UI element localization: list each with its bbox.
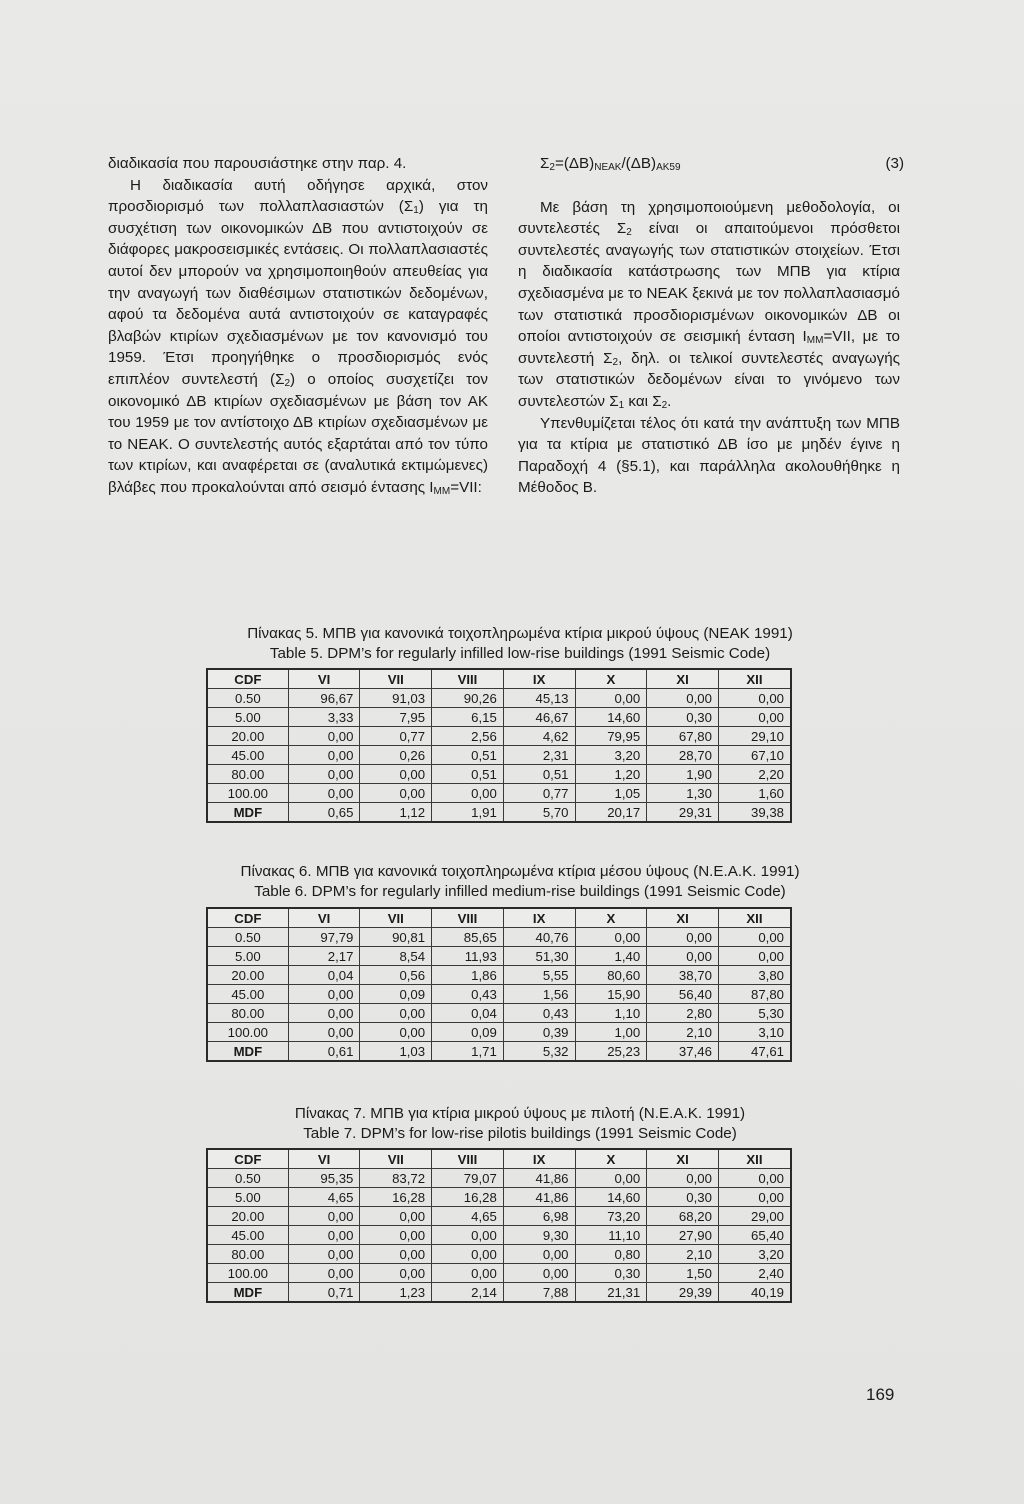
table-cell: 7,88	[503, 1283, 575, 1303]
table-cell: 0,61	[288, 1042, 360, 1062]
left-paragraph-2	[108, 175, 488, 499]
eq-sub-2: ΝΕΑΚ	[594, 162, 622, 173]
table-header-row	[207, 1149, 791, 1169]
eq-text-a: Σ	[540, 155, 550, 172]
table-cell: 87,80	[718, 985, 791, 1004]
row-label-cell: 100.00	[207, 784, 288, 803]
table-cell: 2,56	[432, 727, 504, 746]
table-cell: 27,90	[647, 1226, 719, 1245]
right-p1-sub-5: 2	[661, 399, 668, 411]
row-label-cell: 20.00	[207, 1207, 288, 1226]
table-row	[207, 966, 791, 985]
table-cell: 95,35	[288, 1169, 360, 1188]
table-cell: 1,03	[360, 1042, 432, 1062]
table-row	[207, 1207, 791, 1226]
table-cell: 79,07	[432, 1169, 504, 1188]
row-label-cell: 100.00	[207, 1023, 288, 1042]
table-cell: 0,00	[647, 689, 719, 708]
table-cell: 3,20	[718, 1245, 791, 1264]
table-cell: 5,32	[503, 1042, 575, 1062]
right-paragraph-2: Υπενθυμίζεται τέλος ότι κατά την ανάπτυξη των ΜΠΒ για τα κτίρια με στατιστικό ΔΒ ίσο με μηδέν έγινε η Παραδοχή 4 (§5.1), και παράλληλα ακολουθήθηκε η Μέθοδος Β.	[518, 414, 900, 497]
table-cell: 25,23	[575, 1042, 647, 1062]
table-cell: 7,95	[360, 708, 432, 727]
table-6-caption-english: Table 6. DPM’s for regularly infilled medium-rise buildings (1991 Seismic Code)	[254, 883, 786, 900]
table-cell: 0,00	[360, 1245, 432, 1264]
column-header: CDF	[207, 908, 288, 928]
table-cell: 79,95	[575, 727, 647, 746]
table-cell: 0,00	[647, 947, 719, 966]
column-header: VII	[360, 908, 432, 928]
row-label-cell: 0.50	[207, 689, 288, 708]
table-row	[207, 708, 791, 727]
right-p1-sub-1: 2	[626, 227, 632, 239]
table-cell: 0,00	[288, 985, 360, 1004]
table-row	[207, 1042, 791, 1062]
table-cell: 1,12	[360, 803, 432, 823]
table-cell: 0,00	[288, 765, 360, 784]
table-cell: 85,65	[432, 928, 504, 947]
table-cell: 0,51	[432, 746, 504, 765]
table-cell: 56,40	[647, 985, 719, 1004]
left-column	[108, 153, 488, 499]
table-cell: 1,60	[718, 784, 791, 803]
table-header-row	[207, 669, 791, 689]
column-header: XI	[647, 1149, 719, 1169]
equation-number: (3)	[885, 155, 904, 172]
table-cell: 1,90	[647, 765, 719, 784]
table-row	[207, 947, 791, 966]
table-cell: 2,10	[647, 1245, 719, 1264]
table-cell: 0,71	[288, 1283, 360, 1303]
table-cell: 1,91	[432, 803, 504, 823]
table-cell: 14,60	[575, 1188, 647, 1207]
table-7	[206, 1148, 792, 1303]
column-header: VIII	[432, 908, 504, 928]
row-label-cell: 45.00	[207, 746, 288, 765]
table-cell: 11,93	[432, 947, 504, 966]
table-cell: 3,33	[288, 708, 360, 727]
table-cell: 0,00	[503, 1264, 575, 1283]
row-label-cell: 20.00	[207, 727, 288, 746]
table-cell: 1,05	[575, 784, 647, 803]
table-cell: 5,55	[503, 966, 575, 985]
table-6	[206, 907, 792, 1062]
table-cell: 0,00	[718, 1188, 791, 1207]
table-cell: 0,00	[432, 1264, 504, 1283]
table-cell: 21,31	[575, 1283, 647, 1303]
table-cell: 11,10	[575, 1226, 647, 1245]
table-row	[207, 985, 791, 1004]
table-row	[207, 784, 791, 803]
table-cell: 3,80	[718, 966, 791, 985]
row-label-cell: 45.00	[207, 985, 288, 1004]
table-cell: 0,00	[575, 1169, 647, 1188]
table-cell: 51,30	[503, 947, 575, 966]
table-cell: 0,04	[288, 966, 360, 985]
left-p2-text-b: ) για τη συσχέτιση των οικονομικών ΔΒ που αντιστοιχούν σε διάφορες μακροσεισμικές εντάσεις. Οι πολλαπλασιαστές αυτοί δεν μπορούν να χρησιμοποιηθούν απευθείας για την αναγωγή των διαθέσιμων στατιστικών δεδομένων, αφού τα δεδομένα αυτά αντιστοιχούν σε καταγραφές βλαβών κτιρίων σχεδιασμένων με τον κανονισμό του 1959. Έτσι προηγήθηκε ο προσδιορισμός ενός επιπλέον συντελεστή (Σ	[108, 198, 488, 388]
table-cell: 0,43	[432, 985, 504, 1004]
table-cell: 1,71	[432, 1042, 504, 1062]
column-header: X	[575, 1149, 647, 1169]
row-label-cell: 100.00	[207, 1264, 288, 1283]
table-cell: 0,00	[432, 1226, 504, 1245]
table-cell: 0,00	[647, 928, 719, 947]
left-p2-text-c: ) ο οποίος συσχετίζει τον οικονομικό ΔΒ κτιρίων σχεδιασμένων με βάση τον ΑΚ του 1959 με τον αντίστοιχο ΔΒ κτιρίων σχεδιασμένων με το ΝΕΑΚ. Ο συντελεστής αυτός εξαρτάται από τον τύπο των κτιρίων, και αναφέρεται σε (αναλυτικά εκτιμώμενες) βλάβες που προκαλούνται από σεισμό έντασης I	[108, 370, 488, 496]
table-cell: 40,19	[718, 1283, 791, 1303]
table-row	[207, 1226, 791, 1245]
table-5-caption-english: Table 5. DPM’s for regularly infilled low-rise buildings (1991 Seismic Code)	[269, 645, 771, 662]
table-cell: 0,00	[718, 1169, 791, 1188]
eq-text-b: =(ΔΒ)	[554, 155, 595, 172]
row-label-cell: MDF	[207, 1283, 288, 1303]
right-p1-text-b: είναι οι απαιτούμενοι πρόσθετοι συντελεστές αναγωγής των στατιστικών στοιχείων. Έτσι η διαδικασία κατάστρωσης των ΜΠΒ για κτίρια σχεδιασμένα με το ΝΕΑΚ ξεκινά με τον πολλαπλασιασμό των στατιστικά προσδιορισμένων οικονομικών ΔΒ οι οποίοι αντιστοιχούν σε σεισμική ένταση I	[518, 220, 900, 346]
table-cell: 0,00	[718, 708, 791, 727]
table-header-row	[207, 908, 791, 928]
column-header: XII	[718, 1149, 791, 1169]
column-header: IX	[503, 908, 575, 928]
column-header: XI	[647, 669, 719, 689]
table-cell: 0,00	[718, 928, 791, 947]
equation-3	[540, 153, 904, 175]
left-p2-sub-3: MM	[433, 485, 451, 497]
table-cell: 15,90	[575, 985, 647, 1004]
table-cell: 91,03	[360, 689, 432, 708]
table-cell: 0,00	[288, 727, 360, 746]
table-cell: 6,98	[503, 1207, 575, 1226]
table-cell: 0,00	[718, 689, 791, 708]
eq-sub-3: ΑΚ59	[656, 162, 681, 173]
table-cell: 29,00	[718, 1207, 791, 1226]
table-cell: 2,31	[503, 746, 575, 765]
column-header: IX	[503, 1149, 575, 1169]
table-cell: 67,80	[647, 727, 719, 746]
right-p1-text-d: , δηλ. οι τελικοί συντελεστές αναγωγής των στατιστικών δεδομένων είναι το γινόμενο των συντελεστών Σ	[518, 349, 900, 410]
column-header: VI	[288, 908, 360, 928]
table-cell: 4,62	[503, 727, 575, 746]
row-label-cell: 5.00	[207, 708, 288, 727]
left-p2-text-d: =VII:	[450, 478, 482, 496]
table-cell: 1,50	[647, 1264, 719, 1283]
table-row	[207, 689, 791, 708]
column-header: CDF	[207, 669, 288, 689]
table-cell: 0,04	[432, 1004, 504, 1023]
table-cell: 1,56	[503, 985, 575, 1004]
row-label-cell: 80.00	[207, 765, 288, 784]
table-cell: 0,00	[288, 1264, 360, 1283]
table-cell: 3,20	[575, 746, 647, 765]
table-row	[207, 1264, 791, 1283]
table-cell: 5,30	[718, 1004, 791, 1023]
table-cell: 0,00	[360, 1207, 432, 1226]
left-p2-sub-2: 2	[284, 377, 291, 389]
table-cell: 41,86	[503, 1169, 575, 1188]
table-cell: 29,39	[647, 1283, 719, 1303]
table-7-caption-english: Table 7. DPM’s for low-rise pilotis buildings (1991 Seismic Code)	[303, 1125, 737, 1142]
table-cell: 9,30	[503, 1226, 575, 1245]
page-number: 169	[866, 1385, 895, 1404]
column-header: VI	[288, 1149, 360, 1169]
column-header: VIII	[432, 1149, 504, 1169]
equation-body	[540, 153, 681, 175]
table-cell: 2,17	[288, 947, 360, 966]
eq-text-c: /(ΔΒ)	[621, 155, 657, 172]
column-header: VI	[288, 669, 360, 689]
table-row	[207, 803, 791, 823]
column-header: VII	[360, 669, 432, 689]
row-label-cell: 0.50	[207, 1169, 288, 1188]
table-cell: 68,20	[647, 1207, 719, 1226]
table-row	[207, 1004, 791, 1023]
table-row	[207, 727, 791, 746]
table-cell: 29,31	[647, 803, 719, 823]
table-cell: 67,10	[718, 746, 791, 765]
table-cell: 47,61	[718, 1042, 791, 1062]
table-cell: 0,00	[575, 689, 647, 708]
table-cell: 0,30	[647, 1188, 719, 1207]
row-label-cell: MDF	[207, 1042, 288, 1062]
table-cell: 90,81	[360, 928, 432, 947]
table-row	[207, 746, 791, 765]
table-row	[207, 928, 791, 947]
column-header: XII	[718, 908, 791, 928]
table-cell: 73,20	[575, 1207, 647, 1226]
table-cell: 1,30	[647, 784, 719, 803]
right-p1-sub-3: 2	[612, 356, 619, 368]
row-label-cell: 5.00	[207, 1188, 288, 1207]
table-cell: 5,70	[503, 803, 575, 823]
table-7-caption	[100, 1104, 940, 1144]
table-cell: 45,13	[503, 689, 575, 708]
table-cell: 0,00	[360, 1023, 432, 1042]
right-p1-sub-4: 1	[618, 399, 625, 411]
right-column	[518, 153, 904, 499]
table-cell: 0,00	[288, 784, 360, 803]
table-row	[207, 1188, 791, 1207]
table-cell: 0,30	[647, 708, 719, 727]
table-cell: 16,28	[432, 1188, 504, 1207]
table-cell: 0,26	[360, 746, 432, 765]
table-cell: 0,80	[575, 1245, 647, 1264]
table-cell: 1,10	[575, 1004, 647, 1023]
right-p1-text-c: =VII, με το συντελεστή Σ	[518, 328, 900, 367]
table-cell: 83,72	[360, 1169, 432, 1188]
table-cell: 96,67	[288, 689, 360, 708]
row-label-cell: 0.50	[207, 928, 288, 947]
left-p2-sub-1: 1	[413, 205, 419, 217]
table-cell: 2,80	[647, 1004, 719, 1023]
table-cell: 6,15	[432, 708, 504, 727]
table-cell: 65,40	[718, 1226, 791, 1245]
table-cell: 0,00	[575, 928, 647, 947]
table-cell: 29,10	[718, 727, 791, 746]
table-cell: 40,76	[503, 928, 575, 947]
table-cell: 1,00	[575, 1023, 647, 1042]
table-cell: 46,67	[503, 708, 575, 727]
row-label-cell: 80.00	[207, 1245, 288, 1264]
table-cell: 0,51	[432, 765, 504, 784]
table-cell: 0,00	[288, 1023, 360, 1042]
table-cell: 8,54	[360, 947, 432, 966]
table-cell: 0,00	[647, 1169, 719, 1188]
table-cell: 2,20	[718, 765, 791, 784]
row-label-cell: 5.00	[207, 947, 288, 966]
table-cell: 0,09	[432, 1023, 504, 1042]
table-cell: 28,70	[647, 746, 719, 765]
table-cell: 14,60	[575, 708, 647, 727]
table-7-caption-greek: Πίνακας 7. ΜΠΒ για κτίρια μικρού ύψους με πιλοτή (Ν.Ε.Α.Κ. 1991)	[294, 1105, 746, 1122]
table-5-caption-greek: Πίνακας 5. ΜΠΒ για κανονικά τοιχοπληρωμένα κτίρια μικρού ύψους (ΝΕΑΚ 1991)	[247, 625, 793, 642]
column-header: VIII	[432, 669, 504, 689]
table-cell: 0,00	[718, 947, 791, 966]
table-cell: 1,23	[360, 1283, 432, 1303]
table-cell: 80,60	[575, 966, 647, 985]
table-cell: 0,56	[360, 966, 432, 985]
table-5-caption	[100, 624, 940, 664]
table-cell: 0,00	[288, 746, 360, 765]
table-cell: 0,39	[503, 1023, 575, 1042]
table-cell: 0,09	[360, 985, 432, 1004]
table-cell: 0,77	[360, 727, 432, 746]
table-row	[207, 1245, 791, 1264]
right-paragraph-1	[518, 197, 900, 413]
right-p1-text-e: και Σ	[624, 392, 662, 410]
table-cell: 1,86	[432, 966, 504, 985]
column-header: VII	[360, 1149, 432, 1169]
right-p1-sub-2: MM	[806, 335, 824, 347]
table-cell: 2,14	[432, 1283, 504, 1303]
column-header: XII	[718, 669, 791, 689]
column-header: X	[575, 669, 647, 689]
table-cell: 97,79	[288, 928, 360, 947]
table-cell: 0,77	[503, 784, 575, 803]
table-6-caption	[100, 862, 940, 902]
table-5	[206, 668, 792, 823]
left-paragraph-1: διαδικασία που παρουσιάστηκε στην παρ. 4.	[108, 155, 407, 172]
table-cell: 37,46	[647, 1042, 719, 1062]
table-row	[207, 1283, 791, 1303]
table-cell: 0,00	[360, 1226, 432, 1245]
table-cell: 0,00	[288, 1226, 360, 1245]
table-cell: 0,00	[288, 1207, 360, 1226]
eq-sub-1: 2	[549, 162, 555, 173]
column-header: IX	[503, 669, 575, 689]
table-cell: 2,40	[718, 1264, 791, 1283]
right-p1-text-f: .	[667, 392, 672, 410]
table-cell: 38,70	[647, 966, 719, 985]
table-cell: 4,65	[288, 1188, 360, 1207]
table-cell: 0,00	[360, 1264, 432, 1283]
table-cell: 0,00	[288, 1245, 360, 1264]
table-cell: 0,51	[503, 765, 575, 784]
table-cell: 39,38	[718, 803, 791, 823]
right-p1-text-a: Με βάση τη χρησιμοποιούμενη μεθοδολογία, οι συντελεστές Σ	[518, 198, 900, 238]
table-6-caption-greek: Πίνακας 6. ΜΠΒ για κανονικά τοιχοπληρωμένα κτίρια μέσου ύψους (Ν.Ε.Α.Κ. 1991)	[240, 863, 800, 880]
table-cell: 41,86	[503, 1188, 575, 1207]
row-label-cell: MDF	[207, 803, 288, 823]
table-cell: 3,10	[718, 1023, 791, 1042]
table-cell: 90,26	[432, 689, 504, 708]
column-header: CDF	[207, 1149, 288, 1169]
table-cell: 0,00	[288, 1004, 360, 1023]
row-label-cell: 80.00	[207, 1004, 288, 1023]
row-label-cell: 20.00	[207, 966, 288, 985]
table-cell: 0,30	[575, 1264, 647, 1283]
table-cell: 0,00	[360, 765, 432, 784]
table-row	[207, 765, 791, 784]
column-header: X	[575, 908, 647, 928]
table-row	[207, 1169, 791, 1188]
left-p2-text-a: Η διαδικασία αυτή οδήγησε αρχικά, στον προσδιορισμό των πολλαπλασιαστών (Σ	[108, 176, 488, 216]
table-cell: 0,00	[360, 784, 432, 803]
column-header: XI	[647, 908, 719, 928]
table-cell: 0,00	[503, 1245, 575, 1264]
table-cell: 0,00	[432, 784, 504, 803]
table-cell: 1,20	[575, 765, 647, 784]
table-cell: 0,00	[432, 1245, 504, 1264]
row-label-cell: 45.00	[207, 1226, 288, 1245]
table-cell: 0,65	[288, 803, 360, 823]
table-cell: 4,65	[432, 1207, 504, 1226]
table-cell: 2,10	[647, 1023, 719, 1042]
table-cell: 16,28	[360, 1188, 432, 1207]
table-cell: 1,40	[575, 947, 647, 966]
table-cell: 0,43	[503, 1004, 575, 1023]
table-row	[207, 1023, 791, 1042]
table-cell: 20,17	[575, 803, 647, 823]
table-cell: 0,00	[360, 1004, 432, 1023]
